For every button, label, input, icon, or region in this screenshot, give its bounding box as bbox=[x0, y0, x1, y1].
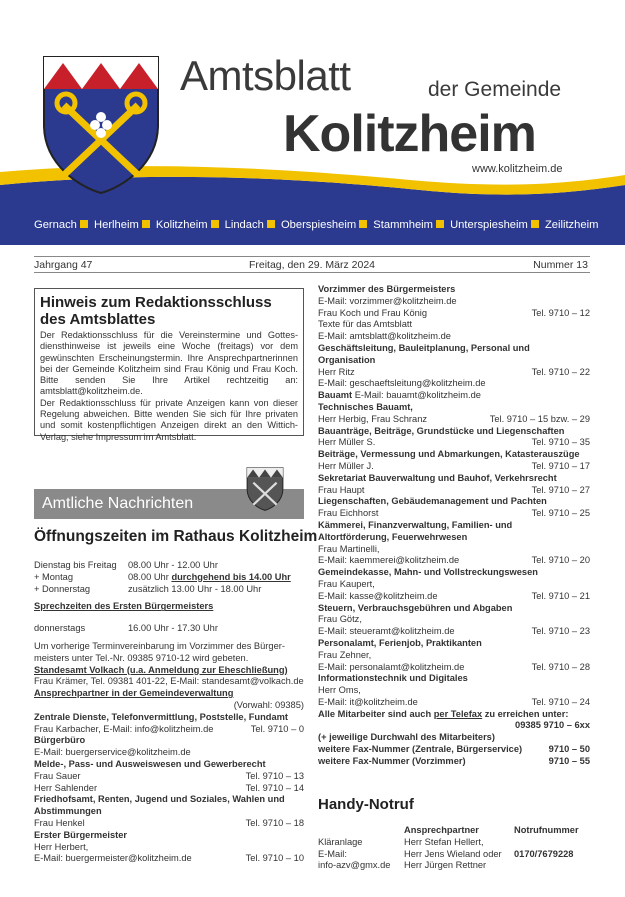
contact-heading: Bürgerbüro bbox=[34, 735, 86, 746]
phone-extension: Tel. 9710 – 12 bbox=[531, 307, 590, 318]
time-value: zusätzlich 13.00 Uhr - 18.00 Uhr bbox=[128, 583, 262, 594]
contact-heading: Bauamt bbox=[318, 390, 353, 401]
contact-name: Herr Müller S. bbox=[318, 437, 376, 448]
phone-extension: Tel. 9710 – 15 bzw. – 29 bbox=[489, 413, 590, 424]
phone-extension: Tel. 9710 – 14 bbox=[245, 782, 304, 793]
contact-heading: Abstimmungen bbox=[34, 806, 102, 817]
fax-more: weitere Fax-Nummer (Vorzimmer) bbox=[318, 755, 466, 766]
contacts-title: Ansprechpartner in der Gemeindeverwaltung bbox=[34, 688, 234, 699]
contact-name: E-Mail: kasse@kolitzheim.de bbox=[318, 590, 438, 601]
contact-name: E-Mail: steueramt@kolitzheim.de bbox=[318, 626, 455, 637]
handy-title: Handy-Notruf bbox=[318, 796, 414, 813]
contact-name: E-Mail: amtsblatt@kolitzheim.de bbox=[318, 331, 451, 342]
column-header: Ansprechpartner bbox=[404, 825, 479, 835]
phone-extension: Tel. 9710 – 0 bbox=[250, 723, 304, 734]
phone-extension: Tel. 9710 – 18 bbox=[245, 817, 304, 828]
contact-name: Frau Zehner, bbox=[318, 649, 372, 660]
handy-cell: info-azv@gmx.de bbox=[318, 860, 391, 871]
contact-heading: Altortförderung, Feuerwehrwesen bbox=[318, 531, 468, 542]
handy-table bbox=[318, 825, 590, 872]
town-item: Oberspiesheim bbox=[280, 219, 357, 231]
phone-extension: Tel. 9710 – 17 bbox=[531, 460, 590, 471]
phone-extension: Tel. 9710 – 25 bbox=[531, 508, 590, 519]
contact-line bbox=[34, 747, 304, 759]
phone-extension: Tel. 9710 – 13 bbox=[245, 770, 304, 781]
contact-line bbox=[318, 544, 590, 556]
contact-line bbox=[318, 614, 590, 626]
title-amtsblatt: Amtsblatt bbox=[180, 52, 351, 99]
square-bullet-icon bbox=[211, 220, 219, 228]
phone-extension: Tel. 9710 – 10 bbox=[245, 853, 304, 864]
contacts-right-column bbox=[318, 284, 590, 768]
contact-heading: Zentrale Dienste, Telefonvermittlung, Poststelle, Fundamt bbox=[34, 711, 288, 722]
contact-name: E-Mail: it@kolitzheim.de bbox=[318, 696, 418, 707]
contact-heading: Liegenschaften, Gebäudemanagement und Pachten bbox=[318, 496, 547, 507]
phone-extension: Tel. 9710 – 22 bbox=[531, 366, 590, 377]
contact-line bbox=[318, 662, 590, 674]
day-label: donnerstags bbox=[34, 623, 86, 634]
square-bullet-icon bbox=[267, 220, 275, 228]
town-item: Stammheim bbox=[373, 219, 433, 231]
mayor-hours-title: Sprechzeiten des Ersten Bürgermeisters bbox=[34, 601, 214, 612]
handy-cell: E-Mail: bbox=[318, 848, 347, 859]
town-item: Zeilitzheim bbox=[544, 219, 599, 231]
fax-more: weitere Fax-Nummer (Zentrale, Bürgerservice) bbox=[318, 744, 523, 755]
square-bullet-icon bbox=[359, 220, 367, 228]
contact-line bbox=[34, 783, 304, 795]
contact-name: E-Mail: buergerservice@kolitzheim.de bbox=[34, 747, 191, 758]
handy-cell: Herr Jürgen Rettner bbox=[404, 860, 487, 871]
contact-heading: Beiträge, Vermessung und Abmarkungen, Katasterauszüge bbox=[318, 449, 580, 460]
square-bullet-icon bbox=[531, 220, 539, 228]
contact-line bbox=[34, 771, 304, 783]
contact-heading: Sekretariat Bauverwaltung und Bauhof, Verkehrsrecht bbox=[318, 472, 557, 483]
contact-name: Herr Herbert, bbox=[34, 841, 89, 852]
issue-year: Jahrgang 47 bbox=[34, 259, 93, 271]
issue-date: Freitag, den 29. März 2024 bbox=[248, 259, 376, 271]
phone-extension: Tel. 9710 – 27 bbox=[531, 484, 590, 495]
contact-line bbox=[318, 414, 590, 426]
contact-line bbox=[34, 842, 304, 854]
phone-extension: Tel. 9710 – 24 bbox=[531, 696, 590, 707]
contact-line bbox=[318, 579, 590, 591]
contact-heading: Kämmerei, Finanzverwaltung, Familien- und bbox=[318, 519, 513, 530]
small-coat-of-arms-icon bbox=[246, 467, 284, 511]
contact-heading: Informationstechnik und Digitales bbox=[318, 673, 468, 684]
appointment-note: Um vorherige Terminvereinbarung im Vorzimmer des Bürger- bbox=[34, 640, 285, 651]
contact-heading: Steuern, Verbrauchsgebühren und Abgaben bbox=[318, 602, 513, 613]
phone-extension: Tel. 9710 – 23 bbox=[531, 626, 590, 637]
town-item: Lindach bbox=[224, 219, 264, 231]
area-code-note: (Vorwahl: 09385) bbox=[233, 699, 304, 710]
issue-number: Nummer 13 bbox=[533, 259, 588, 271]
square-bullet-icon bbox=[436, 220, 444, 228]
contact-heading: Bauanträge, Beiträge, Grundstücke und Liegenschaften bbox=[318, 425, 565, 436]
time-value: 16.00 Uhr - 17.30 Uhr bbox=[128, 623, 218, 634]
time-value: 08.00 Uhr bbox=[128, 571, 169, 582]
handy-cell: Herr Stefan Hellert, bbox=[404, 836, 484, 847]
town-item: Herlheim bbox=[94, 219, 139, 231]
square-bullet-icon bbox=[142, 220, 150, 228]
coat-of-arms-icon bbox=[42, 55, 160, 195]
opening-hours bbox=[34, 560, 304, 865]
fax-more-number: 9710 – 55 bbox=[548, 755, 590, 766]
contact-heading bbox=[318, 390, 590, 402]
fax-text: Alle Mitarbeiter sind auch bbox=[318, 708, 434, 719]
notice-paragraph: Der Redaktionsschluss für private Anzeigen kann von dieser Regelung abweichen. Bitte wenden Sie sich für Ihre privaten und somit kostenpflichtigen Anzeigen direkt an den Wittich-Verlag, siehe Impressum im Amtsblatt. bbox=[40, 397, 298, 442]
contact-name: Frau Sauer bbox=[34, 770, 81, 781]
contact-heading: Vorzimmer des Bürgermeisters bbox=[318, 284, 456, 294]
contact-name: E-Mail: vorzimmer@kolitzheim.de bbox=[318, 295, 457, 306]
contact-line bbox=[318, 685, 590, 697]
contact-name: Herr Herbig, Frau Schranz bbox=[318, 413, 428, 424]
town-item: Unterspiesheim bbox=[450, 219, 528, 231]
contact-line bbox=[318, 331, 590, 343]
handy-cell: Kläranlage bbox=[318, 836, 363, 847]
opening-hours-title: Öffnungszeiten im Rathaus Kolitzheim bbox=[34, 528, 318, 545]
contact-line bbox=[318, 437, 590, 449]
fax-more-number: 9710 – 50 bbox=[548, 744, 590, 755]
contact-name: Frau Henkel bbox=[34, 817, 85, 828]
contact-heading: Personalamt, Ferienjob, Praktikanten bbox=[318, 637, 482, 648]
contact-line bbox=[318, 650, 590, 662]
contact-heading: Geschäftsleitung, Bauleitplanung, Personal und bbox=[318, 342, 530, 353]
contact-line bbox=[318, 508, 590, 520]
fax-number: 09385 9710 – 6xx bbox=[515, 720, 590, 731]
phone-extension: Tel. 9710 – 20 bbox=[531, 555, 590, 566]
contact-name: Frau Martinelli, bbox=[318, 543, 380, 554]
contact-name: Herr Oms, bbox=[318, 685, 361, 696]
contact-heading: Gemeindekasse, Mahn- und Vollstreckungswesen bbox=[318, 567, 538, 578]
fax-text: per Telefax bbox=[433, 708, 483, 719]
contact-name: Frau Haupt bbox=[318, 484, 365, 495]
contact-name: Herr Ritz bbox=[318, 366, 355, 377]
day-label: Dienstag bis Freitag bbox=[34, 560, 117, 570]
standesamt-title: Standesamt Volkach (u.a. Anmeldung zur Eheschließung) bbox=[34, 664, 288, 675]
contact-line bbox=[34, 724, 304, 736]
contact-line bbox=[318, 485, 590, 497]
contact-name: E-Mail: geschaeftsleitung@kolitzheim.de bbox=[318, 378, 486, 389]
section-banner-label: Amtliche Nachrichten bbox=[42, 495, 194, 512]
notice-title: Hinweis zum Redaktionsschluss des Amtsblattes bbox=[40, 294, 272, 328]
masthead bbox=[0, 0, 625, 245]
town-list bbox=[34, 219, 599, 231]
contact-name: Frau Kaupert, bbox=[318, 578, 375, 589]
day-label: + Montag bbox=[34, 571, 74, 582]
contact-line bbox=[34, 818, 304, 830]
town-item: Gernach bbox=[34, 219, 77, 231]
contact-line bbox=[318, 591, 590, 603]
square-bullet-icon bbox=[80, 220, 88, 228]
contact-name: Frau Götz, bbox=[318, 614, 362, 625]
contact-line bbox=[34, 853, 304, 865]
contact-name: Frau Eichhorst bbox=[318, 508, 379, 519]
phone-extension: Tel. 9710 – 21 bbox=[531, 590, 590, 601]
town-item: Kolitzheim bbox=[155, 219, 208, 231]
contact-name: Texte für das Amtsblatt bbox=[318, 319, 413, 330]
contact-name: E-Mail: kaemmerei@kolitzheim.de bbox=[318, 555, 460, 566]
contact-name: Frau Koch und Frau König bbox=[318, 307, 428, 318]
phone-extension: Tel. 9710 – 35 bbox=[531, 437, 590, 448]
contact-name: Herr Müller J. bbox=[318, 460, 374, 471]
contact-heading: Organisation bbox=[318, 354, 376, 365]
time-value: 08.00 Uhr - 12.00 Uhr bbox=[128, 560, 218, 570]
phone-extension: Tel. 9710 – 28 bbox=[531, 661, 590, 672]
contact-line bbox=[318, 319, 590, 331]
contact-name: Herr Sahlender bbox=[34, 782, 98, 793]
contact-line bbox=[318, 555, 590, 567]
fax-text: zu erreichen unter: bbox=[482, 708, 569, 719]
contact-line bbox=[318, 367, 590, 379]
appointment-note: meisters unter Tel.-Nr. 09385 9710-12 wird gebeten. bbox=[34, 652, 249, 663]
contact-line bbox=[318, 296, 590, 308]
day-label: + Donnerstag bbox=[34, 583, 91, 594]
website-link[interactable]: www.kolitzheim.de bbox=[472, 163, 563, 175]
standesamt-line: Frau Krämer, Tel. 09381 401-22, E-Mail: standesamt@volkach.de bbox=[34, 676, 304, 687]
contact-line bbox=[318, 461, 590, 473]
contact-email: E-Mail: bauamt@kolitzheim.de bbox=[352, 390, 481, 401]
contact-heading: Melde-, Pass- und Ausweiswesen und Gewerberecht bbox=[34, 758, 266, 769]
contact-heading: Technisches Bauamt, bbox=[318, 401, 413, 412]
fax-note: (+ jeweilige Durchwahl des Mitarbeiters) bbox=[318, 732, 495, 743]
title-suffix: der Gemeinde bbox=[428, 78, 562, 101]
handy-cell: Herr Jens Wieland oder bbox=[404, 848, 502, 859]
contact-name: E-Mail: buergermeister@kolitzheim.de bbox=[34, 853, 192, 864]
contact-line bbox=[318, 626, 590, 638]
contact-line bbox=[318, 308, 590, 320]
contact-name: E-Mail: personalamt@kolitzheim.de bbox=[318, 661, 465, 672]
column-header: Notrufnummer bbox=[514, 825, 579, 835]
notice-paragraph: Der Redaktionsschluss für die Vereinstermine und Gottesdiensthinweise ist jeweils eine Woche (freitags) vor dem gewünschten Erscheinungstermin. Ihre Ansprechpartnerinnen bei der Gemeinde Kolitzheim sind Frau König und Frau Koch. Bitte senden Sie Ihre Artikel rechtzeitig an: amtsblatt@kolitzheim.de. bbox=[40, 330, 298, 397]
title-kolitzheim: Kolitzheim bbox=[283, 105, 536, 163]
deadline-notice bbox=[34, 288, 304, 442]
time-extra: durchgehend bis 14.00 Uhr bbox=[171, 571, 291, 582]
contact-heading: Erster Bürgermeister bbox=[34, 829, 128, 840]
contact-line bbox=[318, 697, 590, 709]
contact-name: Frau Karbacher, E-Mail: info@kolitzheim.de bbox=[34, 723, 214, 734]
contact-line bbox=[318, 378, 590, 390]
contact-heading: Friedhofsamt, Renten, Jugend und Soziales, Wahlen und bbox=[34, 794, 285, 805]
handy-cell: 0170/7679228 bbox=[514, 848, 574, 859]
issue-info-bar bbox=[34, 256, 590, 273]
